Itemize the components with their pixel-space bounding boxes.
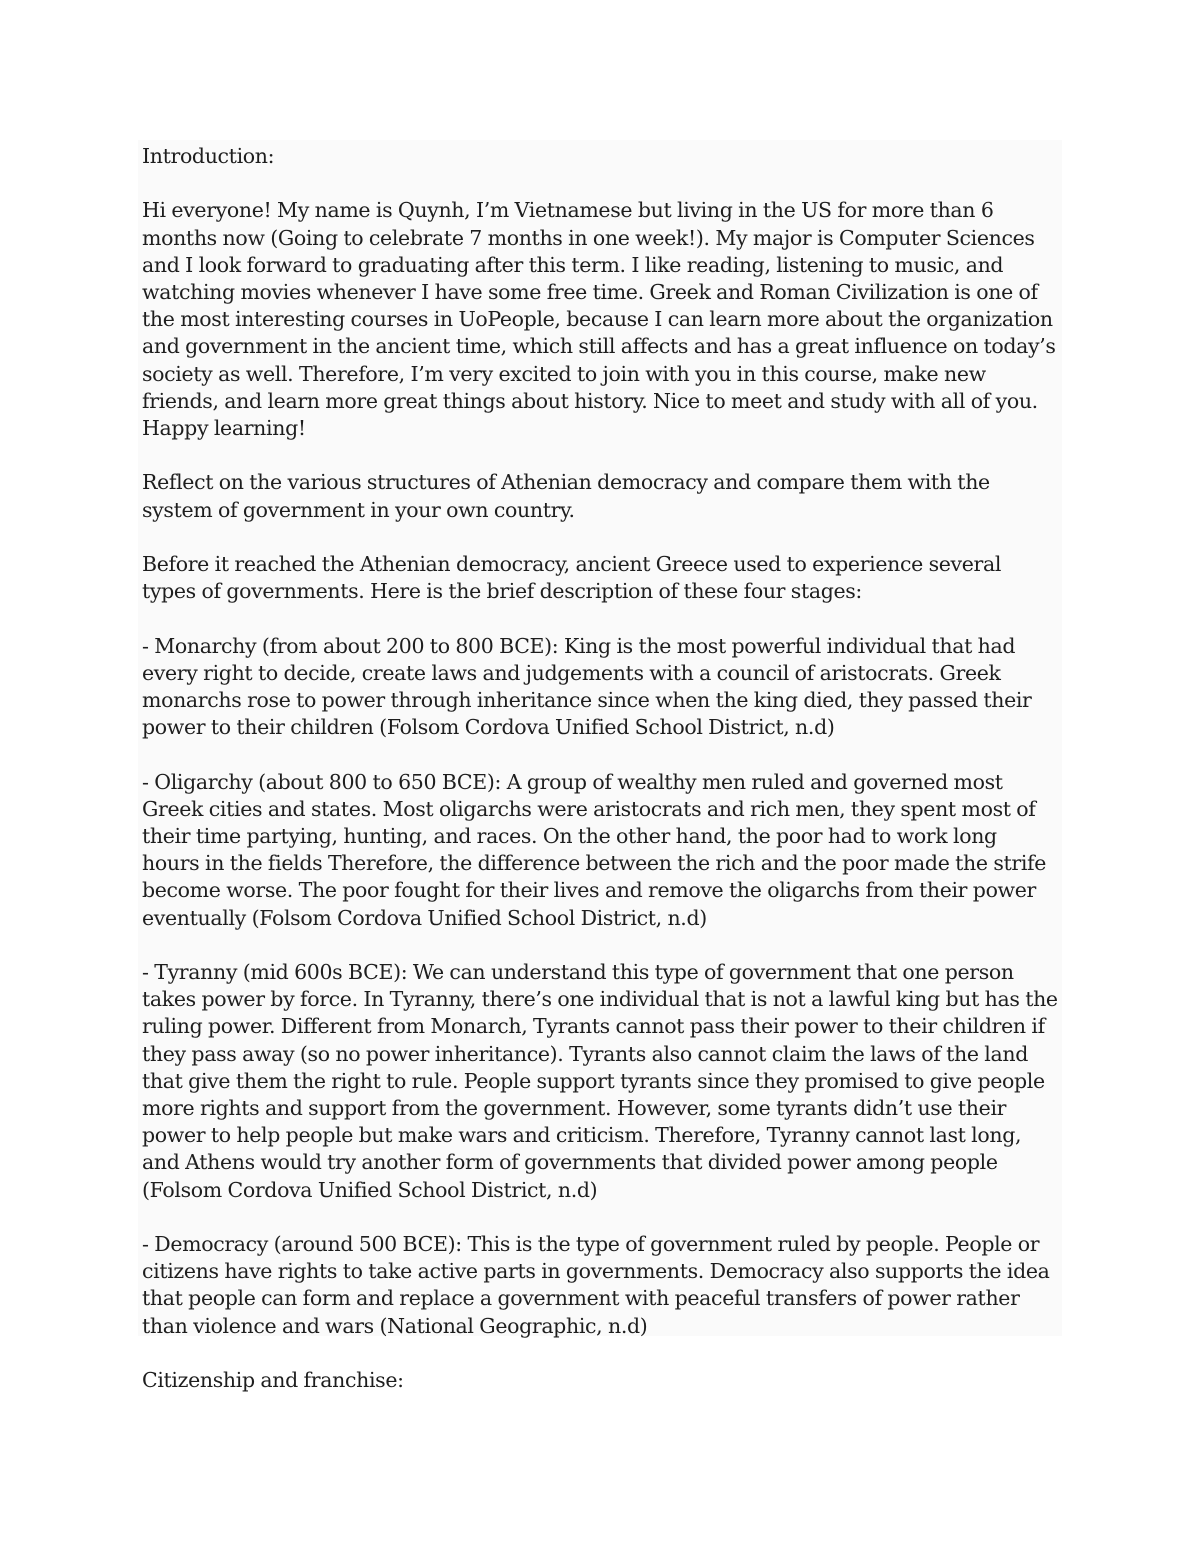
document-text-block bbox=[138, 140, 1062, 1393]
paragraph-oligarchy: - Oligarchy (about 800 to 650 BCE): A group of wealthy men ruled and governed most Greek cities and states. Most oligarchs were aristocrats and rich men, they spent most of their time partying, hunting, and races. On the other hand, the poor had to work long hours in the fields Therefore, the difference between the rich and the poor made the strife become worse. The poor fought for their lives and remove the oligarchs from their power eventually (Folsom Cordova Unified School District, n.d) bbox=[142, 769, 1047, 930]
heading-introduction: Introduction: bbox=[142, 144, 275, 168]
paragraph-introduction-body: Hi everyone! My name is Quynh, I’m Vietnamese but living in the US for more than 6 months now (Going to celebrate 7 months in one week!). My major is Computer Sciences and I look forward to graduating after this term. I like reading, listening to music, and watching movies whenever I have some free time. Greek and Roman Civilization is one of the most interesting courses in UoPeople, because I can learn more about the organization and government in the ancient time, which still affects and has a great influence on today’s society as well. Therefore, I’m very excited to join with you in this course, make new friends, and learn more great things about history. Nice to meet and study with all of you. Happy learning! bbox=[142, 198, 1056, 441]
heading-citizenship: Citizenship and franchise: bbox=[142, 1368, 404, 1393]
paragraph-governments-overview: Before it reached the Athenian democracy, ancient Greece used to experience several types of governments. Here is the brief description of these four stages: bbox=[142, 552, 1002, 604]
paragraph-tyranny: - Tyranny (mid 600s BCE): We can understand this type of government that one person takes power by force. In Tyranny, there’s one individual that is not a lawful king but has the ruling power. Different from Monarch, Tyrants cannot pass their power to their children if they pass away (so no power inheritance). Tyrants also cannot claim the laws of the land that give them the right to rule. People support tyrants since they promised to give people more rights and support from the government. However, some tyrants didn’t use their power to help people but make wars and criticism. Therefore, Tyranny cannot last long, and Athens would try another form of governments that divided power among people (Folsom Cordova Unified School District, n.d) bbox=[142, 960, 1058, 1202]
paragraph-monarchy: - Monarchy (from about 200 to 800 BCE): King is the most powerful individual that had every right to decide, create laws and judgements with a council of aristocrats. Greek monarchs rose to power through inheritance since when the king died, they passed their power to their children (Folsom Cordova Unified School District, n.d) bbox=[142, 633, 1032, 740]
paragraph-prompt: Reflect on the various structures of Athenian democracy and compare them with the system of government in your own country. bbox=[142, 470, 990, 522]
paragraph-democracy: - Democracy (around 500 BCE): This is the type of government ruled by people. People or citizens have rights to take active parts in governments. Democracy also supports the idea that people can form and replace a government with peaceful transfers of power rather than violence and wars (National Geographic, n.d) bbox=[142, 1232, 1050, 1338]
